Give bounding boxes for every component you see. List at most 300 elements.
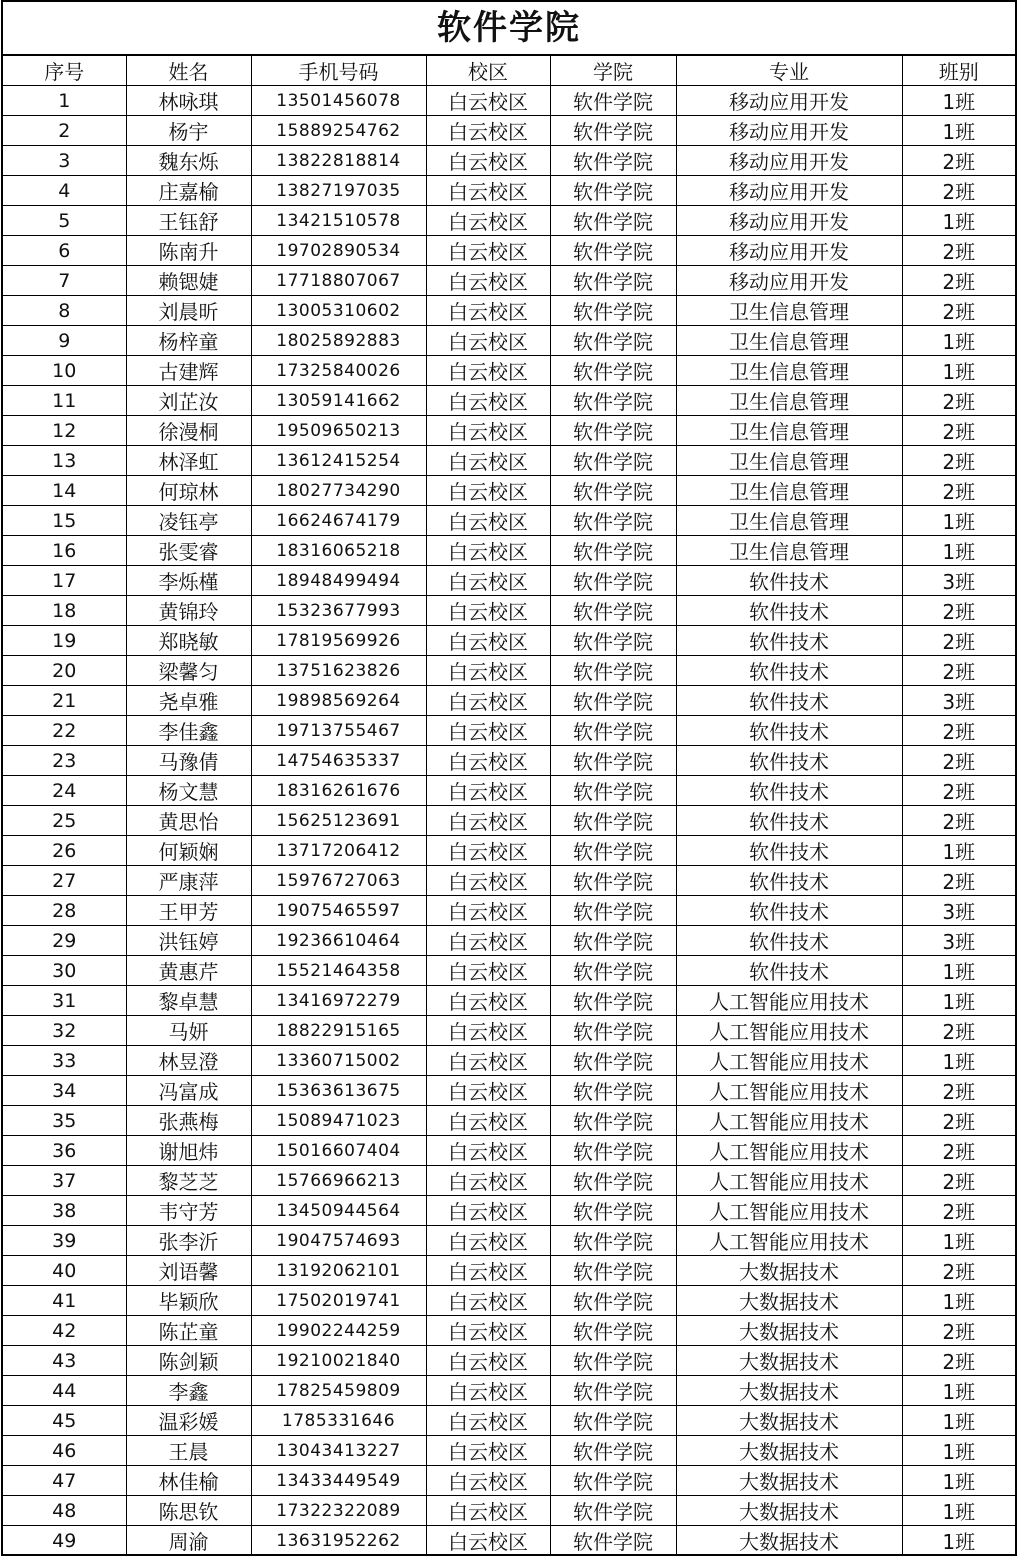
cell-phone: 13822818814 xyxy=(251,146,426,176)
cell-college: 软件学院 xyxy=(550,1466,676,1496)
table-row xyxy=(3,146,1015,176)
cell-college: 软件学院 xyxy=(550,686,676,716)
cell-seq: 5 xyxy=(3,206,126,236)
cell-name: 庄嘉榆 xyxy=(126,176,251,206)
cell-class: 3班 xyxy=(902,896,1015,926)
table-row xyxy=(3,386,1015,416)
cell-class: 2班 xyxy=(902,596,1015,626)
cell-phone: 13631952262 xyxy=(251,1526,426,1556)
cell-campus: 白云校区 xyxy=(426,716,550,746)
cell-major: 软件技术 xyxy=(676,926,902,956)
cell-college: 软件学院 xyxy=(550,866,676,896)
table-row xyxy=(3,656,1015,686)
cell-class: 3班 xyxy=(902,926,1015,956)
cell-seq: 35 xyxy=(3,1106,126,1136)
cell-major: 移动应用开发 xyxy=(676,116,902,146)
cell-class: 2班 xyxy=(902,176,1015,206)
cell-seq: 33 xyxy=(3,1046,126,1076)
cell-major: 软件技术 xyxy=(676,866,902,896)
table-row xyxy=(3,1256,1015,1286)
table-row xyxy=(3,1076,1015,1106)
cell-phone: 15766966213 xyxy=(251,1166,426,1196)
cell-name: 杨梓童 xyxy=(126,326,251,356)
cell-college: 软件学院 xyxy=(550,536,676,566)
cell-seq: 34 xyxy=(3,1076,126,1106)
cell-class: 1班 xyxy=(902,1436,1015,1466)
cell-class: 2班 xyxy=(902,1136,1015,1166)
cell-campus: 白云校区 xyxy=(426,206,550,236)
cell-seq: 13 xyxy=(3,446,126,476)
table-row xyxy=(3,326,1015,356)
cell-college: 软件学院 xyxy=(550,776,676,806)
header-phone: 手机号码 xyxy=(251,56,426,86)
cell-campus: 白云校区 xyxy=(426,566,550,596)
cell-class: 2班 xyxy=(902,446,1015,476)
cell-class: 1班 xyxy=(902,326,1015,356)
cell-phone: 13043413227 xyxy=(251,1436,426,1466)
cell-name: 杨宇 xyxy=(126,116,251,146)
header-row xyxy=(3,56,1015,86)
table-row xyxy=(3,1316,1015,1346)
cell-name: 刘芷汝 xyxy=(126,386,251,416)
cell-seq: 20 xyxy=(3,656,126,686)
table-row xyxy=(3,236,1015,266)
cell-seq: 48 xyxy=(3,1496,126,1526)
cell-college: 软件学院 xyxy=(550,1406,676,1436)
cell-major: 卫生信息管理 xyxy=(676,506,902,536)
cell-name: 张雯睿 xyxy=(126,536,251,566)
cell-college: 软件学院 xyxy=(550,1526,676,1556)
cell-seq: 8 xyxy=(3,296,126,326)
cell-phone: 14754635337 xyxy=(251,746,426,776)
cell-college: 软件学院 xyxy=(550,1436,676,1466)
cell-name: 郑晓敏 xyxy=(126,626,251,656)
table-row xyxy=(3,686,1015,716)
cell-class: 2班 xyxy=(902,146,1015,176)
cell-name: 王晨 xyxy=(126,1436,251,1466)
table-row xyxy=(3,446,1015,476)
cell-class: 2班 xyxy=(902,386,1015,416)
table-row xyxy=(3,116,1015,146)
cell-phone: 17718807067 xyxy=(251,266,426,296)
cell-college: 软件学院 xyxy=(550,1046,676,1076)
cell-college: 软件学院 xyxy=(550,356,676,386)
cell-class: 2班 xyxy=(902,1256,1015,1286)
cell-phone: 15089471023 xyxy=(251,1106,426,1136)
cell-major: 大数据技术 xyxy=(676,1316,902,1346)
cell-college: 软件学院 xyxy=(550,326,676,356)
header-college: 学院 xyxy=(550,56,676,86)
cell-name: 刘语馨 xyxy=(126,1256,251,1286)
cell-name: 何颖娴 xyxy=(126,836,251,866)
cell-phone: 19713755467 xyxy=(251,716,426,746)
student-table xyxy=(3,56,1015,1555)
cell-class: 2班 xyxy=(902,1166,1015,1196)
cell-major: 软件技术 xyxy=(676,896,902,926)
cell-campus: 白云校区 xyxy=(426,1166,550,1196)
cell-seq: 29 xyxy=(3,926,126,956)
cell-campus: 白云校区 xyxy=(426,1406,550,1436)
cell-campus: 白云校区 xyxy=(426,236,550,266)
cell-campus: 白云校区 xyxy=(426,446,550,476)
cell-seq: 22 xyxy=(3,716,126,746)
table-row xyxy=(3,1406,1015,1436)
cell-phone: 18316261676 xyxy=(251,776,426,806)
cell-seq: 21 xyxy=(3,686,126,716)
cell-college: 软件学院 xyxy=(550,86,676,116)
cell-campus: 白云校区 xyxy=(426,626,550,656)
cell-phone: 18822915165 xyxy=(251,1016,426,1046)
roster-sheet xyxy=(1,0,1017,1556)
cell-major: 人工智能应用技术 xyxy=(676,1226,902,1256)
table-row xyxy=(3,506,1015,536)
cell-college: 软件学院 xyxy=(550,506,676,536)
table-row xyxy=(3,86,1015,116)
cell-campus: 白云校区 xyxy=(426,1196,550,1226)
cell-major: 软件技术 xyxy=(676,656,902,686)
cell-campus: 白云校区 xyxy=(426,1256,550,1286)
cell-campus: 白云校区 xyxy=(426,956,550,986)
cell-major: 大数据技术 xyxy=(676,1256,902,1286)
cell-college: 软件学院 xyxy=(550,746,676,776)
cell-campus: 白云校区 xyxy=(426,116,550,146)
cell-college: 软件学院 xyxy=(550,626,676,656)
cell-name: 周渝 xyxy=(126,1526,251,1556)
sheet-title: 软件学院 xyxy=(3,2,1015,56)
cell-campus: 白云校区 xyxy=(426,506,550,536)
cell-seq: 47 xyxy=(3,1466,126,1496)
table-row xyxy=(3,746,1015,776)
cell-campus: 白云校区 xyxy=(426,1496,550,1526)
table-row xyxy=(3,716,1015,746)
cell-class: 2班 xyxy=(902,416,1015,446)
cell-name: 凌钰亭 xyxy=(126,506,251,536)
cell-phone: 13433449549 xyxy=(251,1466,426,1496)
cell-college: 软件学院 xyxy=(550,1376,676,1406)
cell-seq: 39 xyxy=(3,1226,126,1256)
cell-phone: 13501456078 xyxy=(251,86,426,116)
cell-class: 2班 xyxy=(902,776,1015,806)
cell-college: 软件学院 xyxy=(550,716,676,746)
cell-name: 赖锶婕 xyxy=(126,266,251,296)
cell-seq: 25 xyxy=(3,806,126,836)
cell-class: 1班 xyxy=(902,836,1015,866)
cell-campus: 白云校区 xyxy=(426,1016,550,1046)
table-row xyxy=(3,356,1015,386)
cell-major: 移动应用开发 xyxy=(676,236,902,266)
cell-seq: 38 xyxy=(3,1196,126,1226)
cell-name: 张燕梅 xyxy=(126,1106,251,1136)
cell-name: 黎芝芝 xyxy=(126,1166,251,1196)
cell-major: 软件技术 xyxy=(676,956,902,986)
cell-college: 软件学院 xyxy=(550,1106,676,1136)
cell-college: 软件学院 xyxy=(550,926,676,956)
cell-seq: 24 xyxy=(3,776,126,806)
cell-seq: 17 xyxy=(3,566,126,596)
cell-campus: 白云校区 xyxy=(426,1106,550,1136)
cell-campus: 白云校区 xyxy=(426,1346,550,1376)
table-row xyxy=(3,1376,1015,1406)
cell-major: 人工智能应用技术 xyxy=(676,1106,902,1136)
cell-phone: 15363613675 xyxy=(251,1076,426,1106)
cell-major: 软件技术 xyxy=(676,596,902,626)
table-row xyxy=(3,866,1015,896)
cell-campus: 白云校区 xyxy=(426,266,550,296)
cell-campus: 白云校区 xyxy=(426,1376,550,1406)
table-row xyxy=(3,1496,1015,1526)
cell-phone: 17322322089 xyxy=(251,1496,426,1526)
header-name: 姓名 xyxy=(126,56,251,86)
cell-phone: 15976727063 xyxy=(251,866,426,896)
cell-seq: 2 xyxy=(3,116,126,146)
cell-major: 软件技术 xyxy=(676,746,902,776)
cell-name: 何琼林 xyxy=(126,476,251,506)
cell-major: 人工智能应用技术 xyxy=(676,1196,902,1226)
cell-campus: 白云校区 xyxy=(426,86,550,116)
cell-major: 移动应用开发 xyxy=(676,176,902,206)
cell-major: 大数据技术 xyxy=(676,1466,902,1496)
cell-college: 软件学院 xyxy=(550,446,676,476)
cell-phone: 18316065218 xyxy=(251,536,426,566)
cell-seq: 19 xyxy=(3,626,126,656)
cell-campus: 白云校区 xyxy=(426,1286,550,1316)
cell-seq: 44 xyxy=(3,1376,126,1406)
cell-major: 大数据技术 xyxy=(676,1406,902,1436)
cell-name: 温彩媛 xyxy=(126,1406,251,1436)
cell-name: 陈思钦 xyxy=(126,1496,251,1526)
cell-college: 软件学院 xyxy=(550,1226,676,1256)
cell-major: 软件技术 xyxy=(676,626,902,656)
cell-campus: 白云校区 xyxy=(426,986,550,1016)
cell-seq: 26 xyxy=(3,836,126,866)
cell-college: 软件学院 xyxy=(550,1136,676,1166)
cell-class: 2班 xyxy=(902,1016,1015,1046)
cell-phone: 17325840026 xyxy=(251,356,426,386)
cell-class: 2班 xyxy=(902,866,1015,896)
cell-seq: 30 xyxy=(3,956,126,986)
cell-phone: 15323677993 xyxy=(251,596,426,626)
table-row xyxy=(3,296,1015,326)
cell-major: 人工智能应用技术 xyxy=(676,1046,902,1076)
cell-campus: 白云校区 xyxy=(426,1076,550,1106)
cell-phone: 16624674179 xyxy=(251,506,426,536)
cell-phone: 19236610464 xyxy=(251,926,426,956)
cell-campus: 白云校区 xyxy=(426,866,550,896)
cell-major: 软件技术 xyxy=(676,806,902,836)
cell-name: 林佳榆 xyxy=(126,1466,251,1496)
cell-class: 1班 xyxy=(902,536,1015,566)
cell-seq: 31 xyxy=(3,986,126,1016)
cell-seq: 42 xyxy=(3,1316,126,1346)
cell-class: 2班 xyxy=(902,1196,1015,1226)
cell-phone: 15625123691 xyxy=(251,806,426,836)
header-seq: 序号 xyxy=(3,56,126,86)
cell-college: 软件学院 xyxy=(550,956,676,986)
cell-class: 2班 xyxy=(902,236,1015,266)
cell-class: 1班 xyxy=(902,956,1015,986)
cell-phone: 19210021840 xyxy=(251,1346,426,1376)
cell-class: 1班 xyxy=(902,356,1015,386)
cell-college: 软件学院 xyxy=(550,296,676,326)
cell-seq: 23 xyxy=(3,746,126,776)
table-row xyxy=(3,1166,1015,1196)
cell-seq: 32 xyxy=(3,1016,126,1046)
cell-seq: 7 xyxy=(3,266,126,296)
cell-major: 移动应用开发 xyxy=(676,146,902,176)
cell-campus: 白云校区 xyxy=(426,356,550,386)
cell-phone: 13059141662 xyxy=(251,386,426,416)
table-row xyxy=(3,1286,1015,1316)
cell-name: 黄锦玲 xyxy=(126,596,251,626)
cell-seq: 3 xyxy=(3,146,126,176)
cell-class: 2班 xyxy=(902,806,1015,836)
table-row xyxy=(3,1346,1015,1376)
cell-major: 卫生信息管理 xyxy=(676,296,902,326)
cell-seq: 9 xyxy=(3,326,126,356)
cell-class: 1班 xyxy=(902,1526,1015,1556)
cell-campus: 白云校区 xyxy=(426,1316,550,1346)
cell-phone: 13827197035 xyxy=(251,176,426,206)
cell-name: 魏东烁 xyxy=(126,146,251,176)
cell-major: 卫生信息管理 xyxy=(676,326,902,356)
cell-phone: 15521464358 xyxy=(251,956,426,986)
cell-seq: 40 xyxy=(3,1256,126,1286)
cell-campus: 白云校区 xyxy=(426,806,550,836)
cell-major: 人工智能应用技术 xyxy=(676,986,902,1016)
cell-class: 3班 xyxy=(902,566,1015,596)
cell-seq: 12 xyxy=(3,416,126,446)
cell-seq: 49 xyxy=(3,1526,126,1556)
cell-seq: 46 xyxy=(3,1436,126,1466)
cell-college: 软件学院 xyxy=(550,176,676,206)
cell-class: 1班 xyxy=(902,206,1015,236)
cell-class: 2班 xyxy=(902,716,1015,746)
cell-campus: 白云校区 xyxy=(426,326,550,356)
cell-name: 韦守芳 xyxy=(126,1196,251,1226)
table-row xyxy=(3,1196,1015,1226)
cell-name: 冯富成 xyxy=(126,1076,251,1106)
cell-phone: 13612415254 xyxy=(251,446,426,476)
table-row xyxy=(3,416,1015,446)
cell-college: 软件学院 xyxy=(550,1346,676,1376)
cell-name: 马妍 xyxy=(126,1016,251,1046)
table-row xyxy=(3,266,1015,296)
cell-name: 王钰舒 xyxy=(126,206,251,236)
cell-name: 李佳鑫 xyxy=(126,716,251,746)
cell-phone: 17502019741 xyxy=(251,1286,426,1316)
cell-major: 卫生信息管理 xyxy=(676,446,902,476)
table-row xyxy=(3,836,1015,866)
cell-campus: 白云校区 xyxy=(426,1466,550,1496)
cell-college: 软件学院 xyxy=(550,146,676,176)
cell-seq: 36 xyxy=(3,1136,126,1166)
cell-phone: 17819569926 xyxy=(251,626,426,656)
cell-college: 软件学院 xyxy=(550,1496,676,1526)
cell-name: 黄惠芹 xyxy=(126,956,251,986)
cell-class: 3班 xyxy=(902,686,1015,716)
cell-seq: 27 xyxy=(3,866,126,896)
cell-major: 大数据技术 xyxy=(676,1436,902,1466)
cell-name: 陈南升 xyxy=(126,236,251,266)
cell-class: 1班 xyxy=(902,506,1015,536)
cell-campus: 白云校区 xyxy=(426,1046,550,1076)
cell-campus: 白云校区 xyxy=(426,1436,550,1466)
cell-seq: 43 xyxy=(3,1346,126,1376)
table-row xyxy=(3,476,1015,506)
cell-campus: 白云校区 xyxy=(426,1226,550,1256)
cell-major: 软件技术 xyxy=(676,566,902,596)
cell-seq: 4 xyxy=(3,176,126,206)
cell-phone: 15889254762 xyxy=(251,116,426,146)
table-row xyxy=(3,806,1015,836)
cell-major: 软件技术 xyxy=(676,716,902,746)
cell-phone: 13450944564 xyxy=(251,1196,426,1226)
cell-name: 李鑫 xyxy=(126,1376,251,1406)
cell-major: 卫生信息管理 xyxy=(676,386,902,416)
cell-major: 卫生信息管理 xyxy=(676,536,902,566)
cell-name: 尧卓雅 xyxy=(126,686,251,716)
cell-college: 软件学院 xyxy=(550,416,676,446)
cell-campus: 白云校区 xyxy=(426,1136,550,1166)
cell-major: 大数据技术 xyxy=(676,1376,902,1406)
cell-name: 刘晨昕 xyxy=(126,296,251,326)
cell-college: 软件学院 xyxy=(550,656,676,686)
table-row xyxy=(3,566,1015,596)
cell-campus: 白云校区 xyxy=(426,746,550,776)
cell-class: 1班 xyxy=(902,1226,1015,1256)
cell-major: 软件技术 xyxy=(676,776,902,806)
cell-class: 2班 xyxy=(902,746,1015,776)
cell-seq: 18 xyxy=(3,596,126,626)
table-row xyxy=(3,176,1015,206)
cell-seq: 10 xyxy=(3,356,126,386)
table-row xyxy=(3,596,1015,626)
cell-major: 大数据技术 xyxy=(676,1346,902,1376)
cell-campus: 白云校区 xyxy=(426,296,550,326)
cell-college: 软件学院 xyxy=(550,836,676,866)
table-row xyxy=(3,536,1015,566)
cell-name: 李烁槿 xyxy=(126,566,251,596)
cell-major: 人工智能应用技术 xyxy=(676,1076,902,1106)
cell-class: 2班 xyxy=(902,1106,1015,1136)
cell-major: 移动应用开发 xyxy=(676,266,902,296)
cell-phone: 18948499494 xyxy=(251,566,426,596)
cell-campus: 白云校区 xyxy=(426,176,550,206)
cell-class: 2班 xyxy=(902,296,1015,326)
cell-college: 软件学院 xyxy=(550,266,676,296)
cell-major: 卫生信息管理 xyxy=(676,356,902,386)
cell-college: 软件学院 xyxy=(550,1286,676,1316)
cell-college: 软件学院 xyxy=(550,386,676,416)
cell-seq: 28 xyxy=(3,896,126,926)
cell-class: 1班 xyxy=(902,116,1015,146)
cell-name: 林泽虹 xyxy=(126,446,251,476)
cell-college: 软件学院 xyxy=(550,1076,676,1106)
cell-class: 1班 xyxy=(902,1286,1015,1316)
table-row xyxy=(3,986,1015,1016)
cell-college: 软件学院 xyxy=(550,1166,676,1196)
header-class: 班别 xyxy=(902,56,1015,86)
cell-campus: 白云校区 xyxy=(426,776,550,806)
cell-name: 陈剑颖 xyxy=(126,1346,251,1376)
header-major: 专业 xyxy=(676,56,902,86)
table-row xyxy=(3,926,1015,956)
cell-major: 移动应用开发 xyxy=(676,86,902,116)
table-row xyxy=(3,1466,1015,1496)
cell-seq: 1 xyxy=(3,86,126,116)
cell-seq: 14 xyxy=(3,476,126,506)
cell-name: 毕颖欣 xyxy=(126,1286,251,1316)
